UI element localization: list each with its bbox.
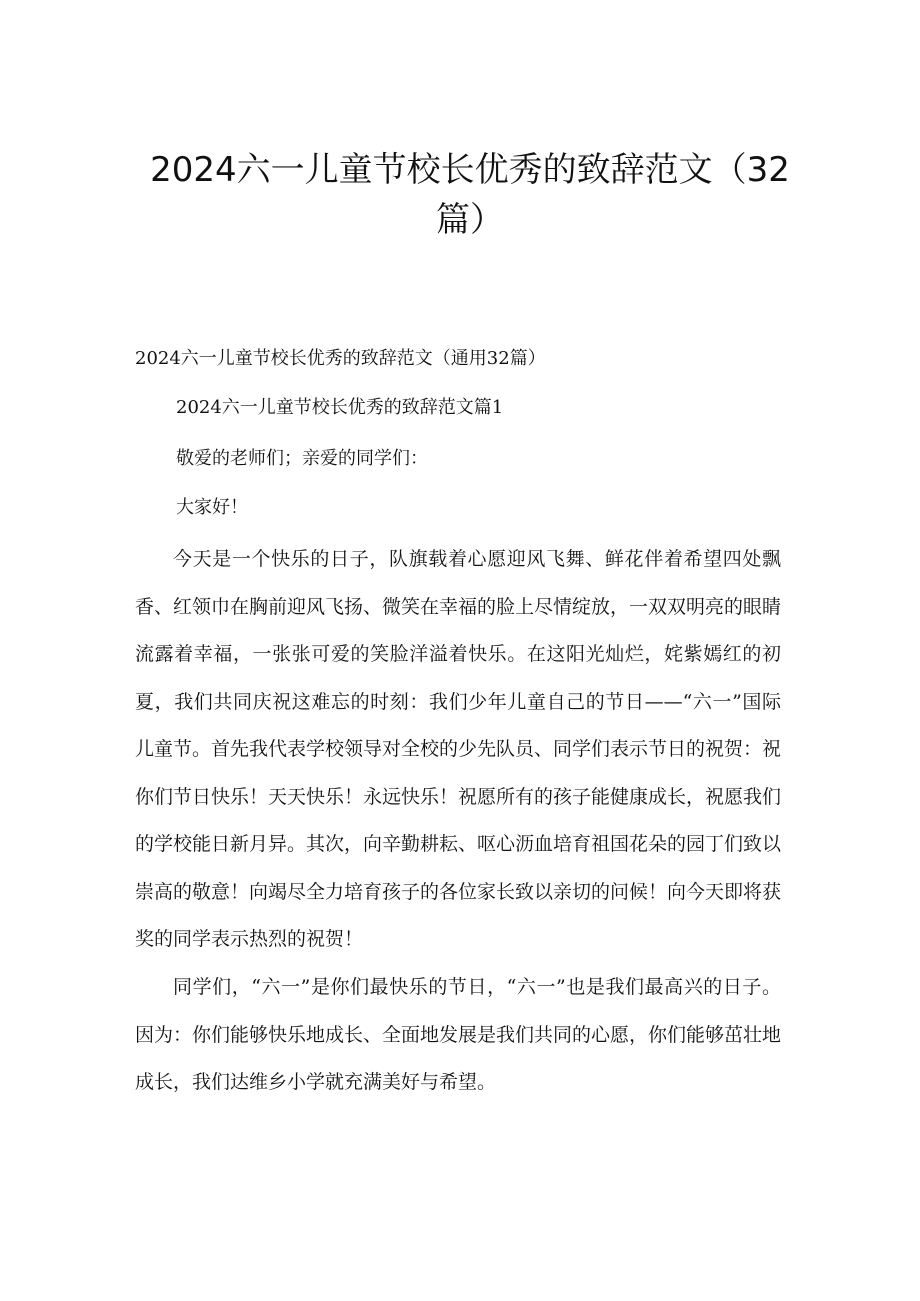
body-paragraph: 今天是一个快乐的日子，队旗载着心愿迎风飞舞、鲜花伴着希望四处飘香、红领巾在胸前迎风飞扬、微笑在幸福的脸上尽情绽放，一双双明亮的眼睛流露着幸福，一张张可爱的笑脸洋溢着快乐。在这阳光灿烂，姹紫嫣红的初夏，我们共同庆祝这难忘的时刻：我们少年儿童自己的节日——“六一”国际儿童节。首先我代表学校领导对全校的少先队员、同学们表示节日的祝贺：祝你们节日快乐！天天快乐！永远快乐！祝愿所有的孩子能健康成长，祝愿我们的学校能日新月异。其次，向辛勤耕耘、呕心沥血培育祖国花朵的园丁们致以崇高的敬意！向竭尽全力培育孩子的各位家长致以亲切的问候！向今天即将获奖的同学表示热烈的祝贺！	[135, 548, 782, 950]
section-heading: 2024六一儿童节校长优秀的致辞范文篇1	[176, 397, 504, 418]
body-paragraph: 同学们，“六一”是你们最快乐的节日，“六一”也是我们最高兴的日子。因为：你们能够快乐地成长、全面地发展是我们共同的心愿，你们能够茁壮地成长，我们达维乡小学就充满美好与希望。	[135, 976, 782, 1093]
salutation: 敬爱的老师们；亲爱的同学们：	[176, 448, 428, 469]
document-subtitle: 2024六一儿童节校长优秀的致辞范文（通用32篇）	[135, 348, 546, 369]
greeting-line: 大家好！	[176, 497, 248, 518]
page-title: 2024六一儿童节校长优秀的致辞范文（32篇）	[150, 150, 790, 240]
